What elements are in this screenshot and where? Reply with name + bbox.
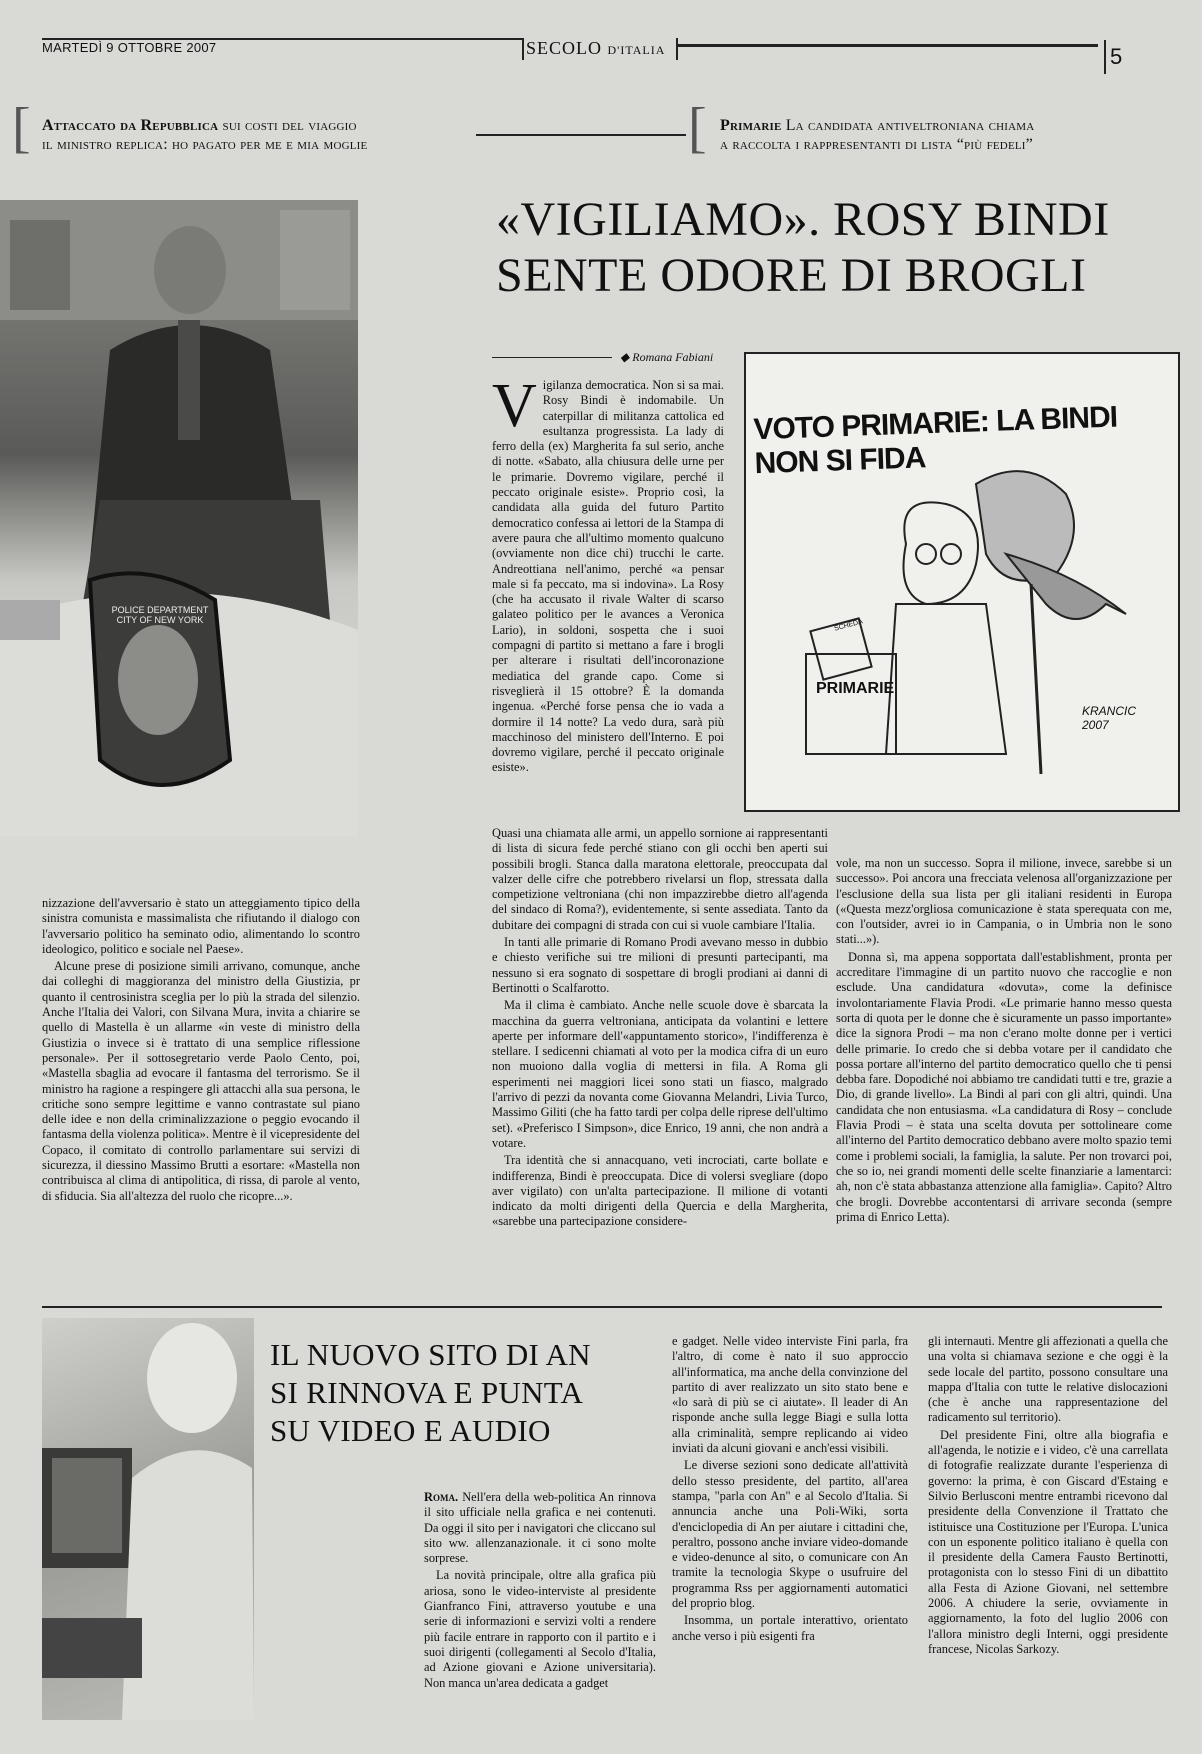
bindi-col-1 [492,372,724,776]
an-col-2 [672,1334,908,1646]
cartoon-signature: KRANCIC 2007 [1082,704,1137,732]
kicker-right-line1: La candidata antiveltroniana chiama [785,117,1035,134]
masthead-date: MARTEDÌ 9 OTTOBRE 2007 [42,40,217,55]
an-c2p1: e gadget. Nelle video interviste Fini parla, fra l'altro, di come è nato il suo approccio all'informatica, ma anche della convinzione del partito di aver realizzato un sito stato bene e «lo sarà di più se ci aiutate». Il leader di An risponde anche sulla legge Biagi e sulla lotta alla criminalità, sempre replicando ai video inviati da alcuni giovani e anch'essi visibili. [672,1334,908,1456]
bindi-p2b: In tanti alle primarie di Romano Prodi avevano messo in dubbio e chiesto verifiche sui tre milioni di presunti partecipanti, ma nessuno si era sognato di sospettare di brogli prodiani ai danni di Bertinotti o Scalfarotto. [492,935,828,995]
kicker-left-line1: sui costi del viaggio [222,117,357,134]
cartoon-box-label: PRIMARIE [816,680,895,697]
pageno-divider [1104,40,1106,74]
newspaper-suffix: D'ITALIA [607,43,666,57]
mastella-photo [0,200,358,836]
newspaper-name: SECOLO [526,38,603,58]
dropcap: V [492,372,537,440]
byline-rule [492,357,612,358]
masthead-divider [522,38,524,60]
kicker-right [720,116,1160,154]
an-col-1 [424,1490,656,1693]
left-p2: Alcune prese di posizione simili arrivano, comunque, anche dai colleghi di maggioranza del ministro della Giustizia, pr quanto il centrosinistra sceglia per lo più la strada del silenzio. Anche l'Italia dei Valori, con Silvana Mura, invita a chiarire se quello di Mastella è un allarme «in veste di ministro della Giustizia o invece si è trattato di una semplice riflessione personale». Per il sottosegretario verde Paolo Cento, poi, «Mastella sbaglia ad evocare il fantasma del terrorismo. Se il ministro ha ragione a respingere gli attacchi alla sua persona, le critiche sono sempre legittime e vanno contrastate sul piano delle idee e non della criminalizzazione o peggio evocando il fantasma della violenza politica». Mentre è il vicepresidente del Copaco, il comitato di controllo parlamentare sui servizi di sicurezza, il diessino Massimo Brutti a esortare: «Mastella non contribuisca al clima di antipolitica, di rissa, di parole al vento, di sfiducia. Sia all'altezza del ruolo che ricopre...». [42,959,360,1203]
an-site-photo [42,1318,254,1720]
an-c3p2: Del presidente Fini, oltre alla biografia e all'agenda, le notizie e i video, c'è una carrellata di fotografie realizzate durante l'esperienza di governo: la prima, è con Giscard d'Estaing e Silvio Berlusconi mentre entrambi ricevono dal presidente della Convenzione il Trattato che istituisce una Costituzione per l'Europa. L'unica con un esponente politico italiano è quella con il presidente della Camera Fausto Bertinotti, protagonista con lo stesso Fini di un dibattito alla Festa di Azione Giovani, nel settembre 2006. A chiudere la serie, ovviamente in aggiornamento, la foto del luglio 2006 con l'allora ministro degli Interni, oggi presidente francese, Nicolas Sarkozy. [928,1427,1168,1656]
kicker-right-bracket: [ [688,97,707,159]
an-headline-2: SI RINNOVA E PUNTA [270,1375,584,1410]
left-article [42,896,360,1206]
bindi-intro: igilanza democratica. Non si sa mai. Rosy Bindi è indomabile. Un caterpillar di militanza cattolica ed esultanza progressista. La lady di ferro della (ex) Margherita fa sul serio, anche di notte. «Sabato, alla chiusura delle urne per le primarie. Dovremo vigilare, perché il peccato originale esiste». Proprio così, la candidata alla guida del futuro Partito democratico confessa ai lettori de la Stampa di avere paura che all'ultimo momento qualcuno (ovviamente non dice chi) trucchi le carte. Andreottiana nell'animo, perché «a pensar male si fa peccato, ma si indovina». La Rosy (che ha accusato il rivale Walter di scarso galateo politico per le avances a Veronica Lario), in soldoni, sospetta che i suoi compagni di partito si mettano a fare i brogli per alterare i risultati dell'incoronazione mediatica del grande capo. Come si risveglierà il 15 ottobre? È la domanda ingenua. «Perché forse pensa che io vada a dormire il 14 notte? La vedo dura, sarà più macchinoso del ministero dell'Interno. E poi dovremo vigilare, perché il peccato originale esiste». [492,378,724,775]
mastella-photo-svg [0,200,358,836]
cartoon-drawing [746,354,1178,810]
masthead-newspaper [526,38,665,59]
main-headline [496,192,1176,304]
an-headline-1: IL NUOVO SITO DI AN [270,1337,591,1372]
an-c2p2: Le diverse sezioni sono dedicate all'attività dello stesso presidente, del partito, all'area stampa, "parla con An" e al Secolo d'Italia. Si annuncia anche una Poli-Wiki, sorta d'enciclopedia di An per aiutare i cittadini che, peraltro, possono anche inviare video-domande e video-denunce al sito, o comunicare con An tramite la tecnologia Skype o usufruire del programma Rss per aggiornamenti automatici del proprio blog. [672,1458,908,1611]
bindi-p2a: Quasi una chiamata alle armi, un appello sornione ai rappresentanti di lista di sicura fede perché stiano con gli occhi ben aperti sui possibili brogli. Stanca dalla maratona elettorale, preoccupata dal valzer delle cifre che potrebbero rivelarsi un flop, stressata dalla competizione veltroniana (chi non impazzirebbe dietro all'agenda del sindaco di Roma?), evidentemente, si sente assediata. Tanto da dubitare dei compagni di strada con cui si vuole cambiare l'Italia. [492,826,828,932]
kicker-rule [476,134,686,136]
police-badge-text: POLICE DEPARTMENT CITY OF NEW YORK [111,605,209,625]
cartoon-caption: VOTO PRIMARIE: LA BINDI NON SI FIDA [752,400,1118,481]
an-col-3 [928,1334,1168,1659]
bindi-p3b: Donna sì, ma appena sopportata dall'establishment, pronta per accreditare l'immagine di un partito nuovo che raccoglie e non esclude. Una candidatura «dovuta», come la definisce involontariamente Flavia Prodi. «Le primarie hanno messo questa sorta di quota per le donne che è sicuramente un passo importante» dice la signora Prodi – ma non c'erano molte donne per i vertici delle primarie. Io credo che si debba votare per il candidato che possa portare all'interno del partito democratico quello che ti pensi debba fare. Dopodiché noi abbiamo tre candidati tutti e tre, grazie a Dio, di grande livello». La Bindi al pari con gli altri, quindi. Una candidata che non entusiasma. «La candidatura di Rosy – conclude Flavia Prodi – è stata una scelta dovuta per sottolineare come all'interno del Partito democratico debbano avere molto spazio temi come i problemi sociali, la famiglia, la salute. Per non trovarci poi, che so io, nei grandi momenti delle scelte finanziarie a lamentarci: ah, non c'è stata abbastanza attenzione alla famiglia». Capito? Altro che brogli. Dovrebbe accontentarsi di arrivare seconda (sempre prima di Enrico Letta). [836,949,1172,1224]
section-rule [42,1306,1162,1308]
an-c3p1: gli internauti. Mentre gli affezionati a quella che una volta si chiamava sezione e che oggi è la sede locale del partito, possono consultare una mappa d'Italia con tutte le relative dislocazioni (che è anche una rappresentazione del radicamento sul territorio). [928,1334,1168,1425]
kicker-left-bold: Attaccato da Repubblica [42,117,219,134]
kicker-left [42,116,482,154]
bindi-col-2 [492,826,828,1232]
kicker-left-bracket: [ [12,97,31,159]
an-c1p1: Nell'era della web-politica An rinnova il sito ufficiale nella grafica e nei contenuti. Da oggi il sito per i navigatori che cliccano sul sito ww. allenzanazionale. it ci sono molte sorprese. [424,1490,656,1566]
kicker-left-line2: il ministro replica: ho pagato per me e mia moglie [42,136,368,153]
byline: ◆ Romana Fabiani [620,350,714,364]
masthead-rule-right [678,44,1098,47]
bindi-p3a: vole, ma non un successo. Sopra il milione, invece, sarebbe si un successo». Poi ancora una frecciata velenosa all'organizzazione per l'esclusione della sua lista per gli italiani residenti in Europa («Questa mezz'orgliosa comunicazione è stata sperequata con me, con l'outsider, avrei io in Campania, o in Umbria non le sono stati...»). [836,856,1172,947]
an-site-headline [270,1336,630,1450]
masthead-divider-2 [676,38,678,60]
kicker-right-bold: Primarie [720,117,782,134]
headline-line1: «VIGILIAMO». ROSY BINDI [496,193,1110,246]
kicker-right-line2: a raccolta i rappresentanti di lista “più fedeli” [720,136,1033,153]
an-headline-3: SU VIDEO E AUDIO [270,1413,551,1448]
an-site-photo-svg [42,1318,254,1720]
an-c2p3: Insomma, un portale interattivo, orientato anche verso i più esigenti fra [672,1613,908,1643]
an-c1p2: La novità principale, oltre alla grafica più ariosa, sono le video-interviste al presidente Gianfranco Fini, attraverso youtube e una serie di informazioni e servizi volti a rendere più facile entrare in rapporto con il partito e i suoi dirigenti (collegamenti al Secolo d'Italia, ad Azione giovani e Azione universitaria). Non manca un'area dedicata a gadget [424,1568,656,1690]
bindi-col-3 [836,856,1172,1227]
page-number: 5 [1110,44,1123,69]
headline-line2: SENTE ODORE DI BROGLI [496,249,1087,302]
bindi-p2d: Tra identità che si annacquano, veti incrociati, carte bollate e indifferenza, Bindi è preoccupata. Dice di volersi svegliare (dopo aver vigilato) con un'alta partecipazione. Il milione di votanti indicato da molti dirigenti della Quercia e della Margherita, «sarebbe una partecipazione considere- [492,1153,828,1229]
cartoon-ballot: SCHEDA [833,618,864,633]
byline-author: Romana Fabiani [632,350,714,364]
left-p1: nizzazione dell'avversario è stato un atteggiamento tipico della sinistra comunista e massimalista che rifiutando il dialogo con l'avversario politico ha seminato odio, alimentando lo scontro ideologico, politico e sociale nel Paese». [42,896,360,956]
bindi-p2c: Ma il clima è cambiato. Anche nelle scuole dove è sbarcata la macchina da guerra veltroniana, anticipata da volantini e lettere aperte per informare dell'«appuntamento storico», l'indifferenza è stellare. I sedicenni chiamati al voto per la modica cifra di un euro non muoiono dalla voglia di mettersi in fila. A Roma gli esperimenti nei maggiori licei sono stati un fiasco, malgrado l'arrivo di pezzi da novanta come Giovanna Melandri, Livia Turco, Massimo Giliti (che ha fatto tardi per colpa delle riprese dell'ultimo set). «Preferisco I Simpson», dice Enrico, 19 anni, che non andrà a votare. [492,998,828,1150]
an-dateline: Roma. [424,1490,459,1504]
cartoon [744,352,1180,812]
